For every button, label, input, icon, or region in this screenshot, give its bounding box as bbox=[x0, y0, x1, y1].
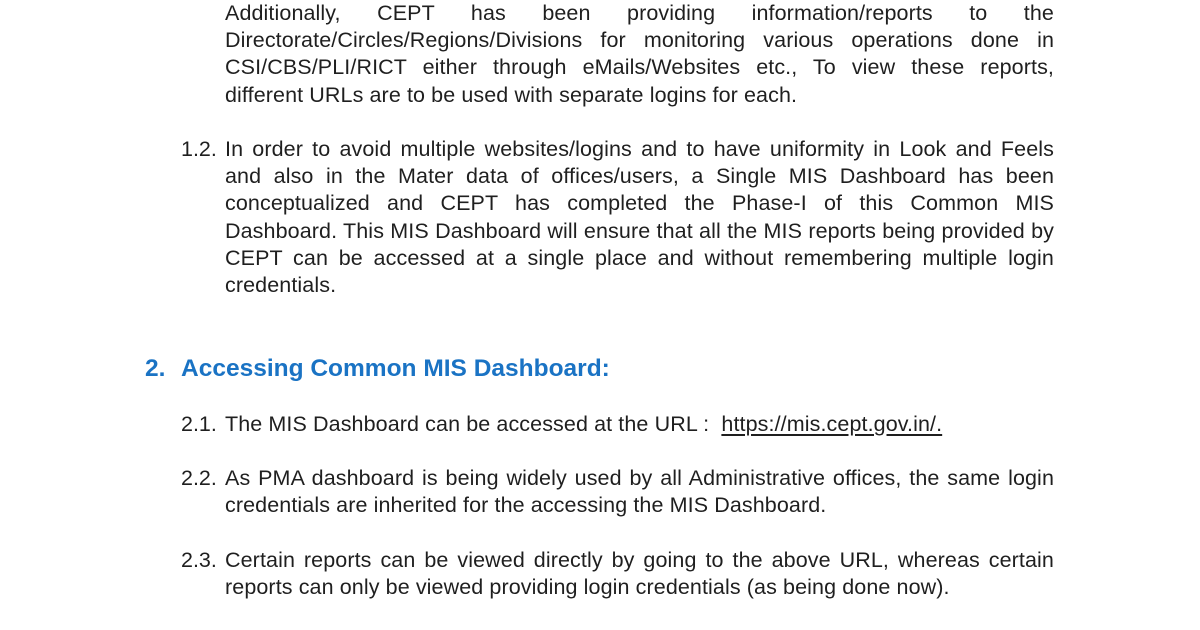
paragraph-2-3: Certain reports can be viewed directly by going to the above URL, whereas certain reports can only be viewed providing login credentials (as being done now). bbox=[225, 548, 1054, 600]
item-number-1-2: 1.2. bbox=[181, 137, 217, 161]
paragraph-1-2: In order to avoid multiple websites/logins and to have uniformity in Look and Feels and also in the Mater data of offices/users, a Single MIS Dashboard has been conceptualized and CEPT has completed the Phase-I of this Common MIS Dashboard. This MIS Dashboard will ensure that all the MIS reports being provided by CEPT can be accessed at a single place and without remembering multiple login credentials. bbox=[225, 137, 1054, 298]
item-number-2-1: 2.1. bbox=[181, 412, 217, 436]
section-2-number: 2. bbox=[145, 355, 166, 382]
paragraph-2-1 bbox=[225, 411, 1054, 438]
paragraph-1-1-continuation: Additionally, CEPT has been providing information/reports to the Directorate/Circles/Regions/Divisions for monitoring various operations done in CSI/CBS/PLI/RICT either through eMails/Websites etc., To view these reports, different URLs are to be used with separate logins for each. bbox=[225, 1, 1054, 107]
item-number-2-3: 2.3. bbox=[181, 548, 217, 572]
paragraph-2-2: As PMA dashboard is being widely used by all Administrative offices, the same login credentials are inherited for the accessing the MIS Dashboard. bbox=[225, 466, 1054, 518]
mis-dashboard-url-link[interactable]: https://mis.cept.gov.in/. bbox=[721, 412, 943, 436]
section-2-title: Accessing Common MIS Dashboard: bbox=[181, 355, 610, 382]
paragraph-2-1-text: The MIS Dashboard can be accessed at the URL : bbox=[225, 412, 710, 436]
item-number-2-2: 2.2. bbox=[181, 466, 217, 490]
